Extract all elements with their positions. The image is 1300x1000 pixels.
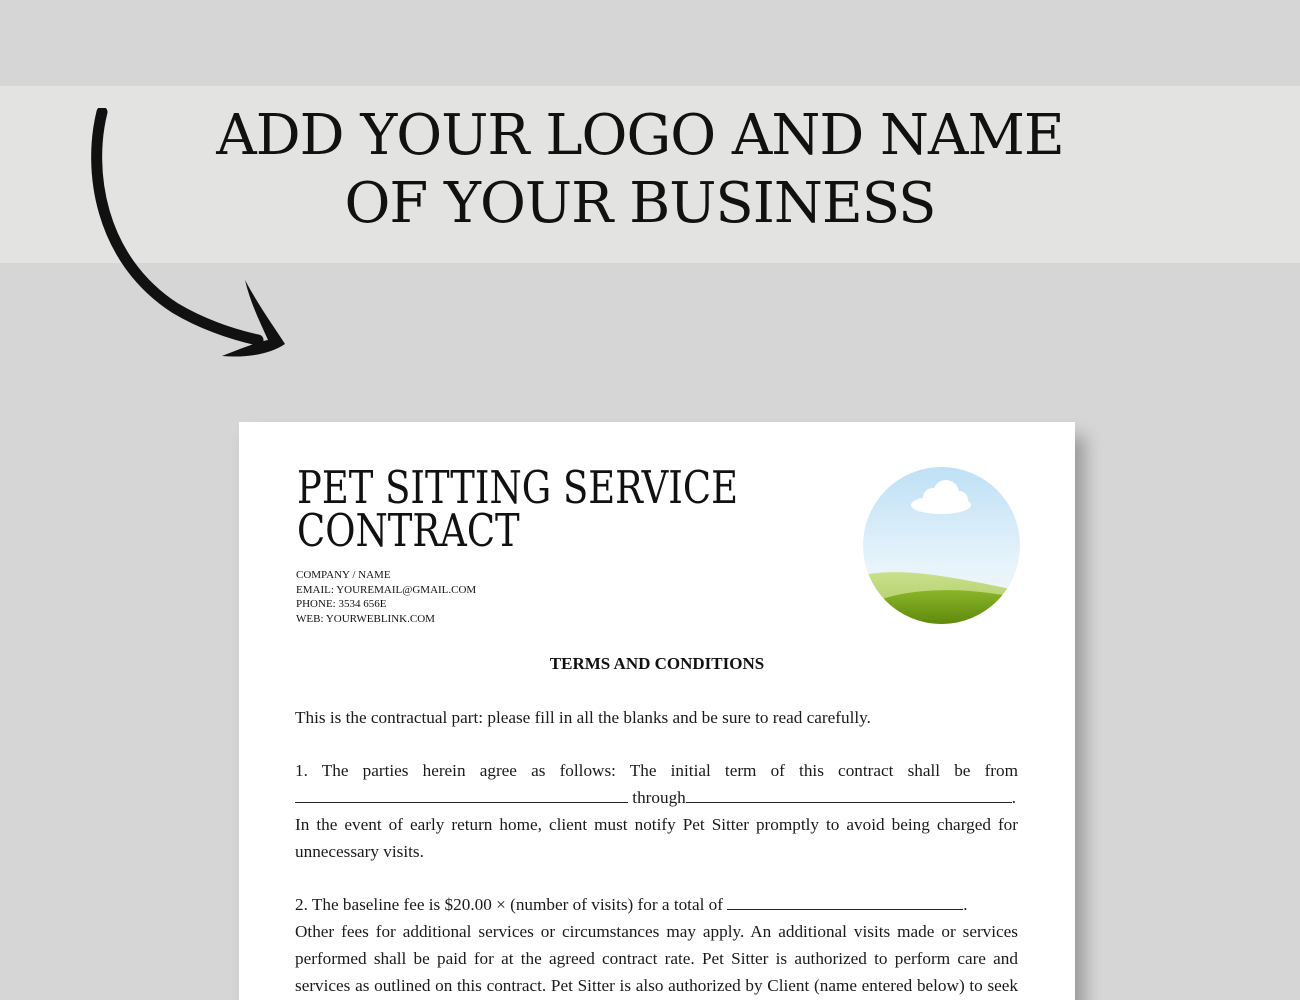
company-name: COMPANY / NAME: [296, 569, 391, 581]
clause-2-fee-text: 2. The baseline fee is $20.00 × (number of visits) for a total of: [295, 895, 728, 914]
curved-arrow-icon: [80, 108, 300, 368]
clause-2-line-1: [295, 891, 1018, 918]
clause-2-line-3: performed shall be paid for at the agreed contract rate. Pet Sitter is authorized to perform care and: [295, 949, 1018, 968]
document-title: [297, 461, 739, 557]
logo-placeholder-image: [863, 467, 1020, 624]
clause-2-line-2: Other fees for additional services or circumstances may apply. An additional visits made or services: [295, 922, 1018, 941]
section-heading: TERMS AND CONDITIONS: [549, 654, 765, 673]
end-date-blank[interactable]: [686, 785, 1012, 803]
through-word: through: [628, 788, 686, 807]
title-line-1: PET SITTING SERVICE: [297, 461, 739, 514]
start-date-blank[interactable]: [295, 785, 628, 803]
clause-1-period: .: [1011, 788, 1017, 807]
headline-line-2: OF YOUR BUSINESS: [344, 171, 936, 236]
clause-1-line-2: [295, 784, 1018, 811]
intro-text: This is the contractual part: please fill in all the blanks and be sure to read carefully.: [295, 708, 871, 727]
clause-2: [295, 891, 1018, 999]
clause-2-period: .: [963, 895, 968, 914]
contact-phone: PHONE: 3534 656E: [296, 598, 387, 610]
contract-body: [295, 704, 1018, 1000]
clause-2-line-4: services as outlined on this contract. Pet Sitter is also authorized by Client (name entered below) to seek: [295, 976, 1018, 995]
intro-paragraph: [295, 704, 1018, 731]
contract-page: [239, 422, 1075, 1000]
contact-block: [296, 568, 476, 626]
title-line-2: CONTRACT: [297, 504, 520, 557]
contact-web: WEB: YOURWEBLINK.COM: [296, 612, 435, 625]
contact-email: EMAIL: YOUREMAIL@GMAIL.COM: [296, 583, 477, 596]
clause-1-line-1: 1. The parties herein agree as follows: The initial term of this contract shall be from: [295, 761, 1018, 780]
clause-1: [295, 757, 1018, 865]
headline-line-1: ADD YOUR LOGO AND NAME: [216, 103, 1064, 168]
clause-1-line-4: unnecessary visits.: [295, 842, 424, 861]
clause-1-line-3: In the event of early return home, client must notify Pet Sitter promptly to avoid being charged for: [295, 815, 1018, 834]
total-fee-blank[interactable]: [727, 892, 963, 910]
